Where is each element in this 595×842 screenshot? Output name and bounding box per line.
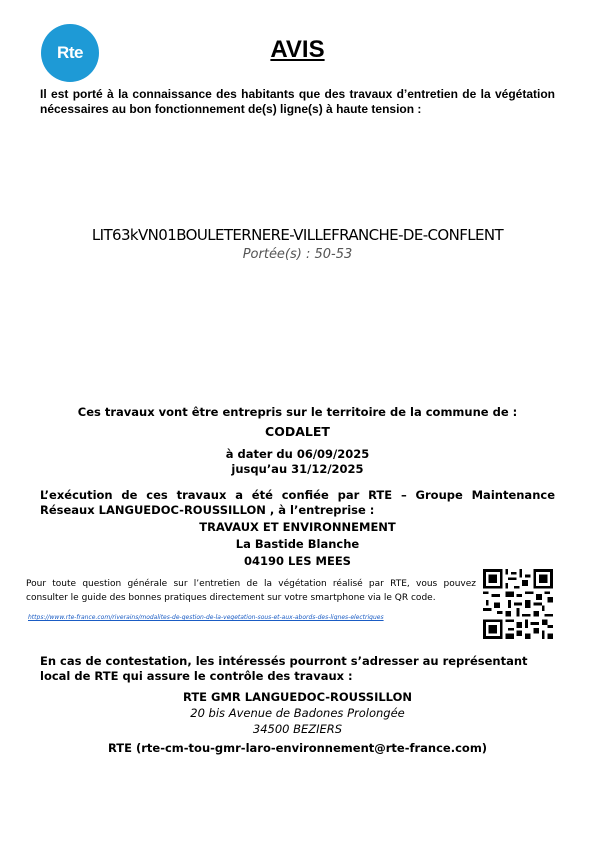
date-from: à dater du 06/09/2025 xyxy=(225,447,370,461)
company-name: TRAVAUX ET ENVIRONNEMENT xyxy=(199,520,396,534)
contact-address: 20 bis Avenue de Badones Prolongée xyxy=(190,706,405,720)
page-title: AVIS xyxy=(270,36,325,63)
rte-logo-text: Rte xyxy=(57,43,83,62)
contact-email[interactable]: RTE (rte-cm-tou-gmr-laro-environnement@rte-france.com) xyxy=(107,741,488,755)
qr-note: Pour toute question générale sur l’entretien de la végétation réalisé par RTE, vous pouvez consulter le guide des bonnes pratiques directement sur votre smartphone via le QR code. xyxy=(26,579,476,603)
line-name: LIT63kVN01BOULETERNERE-VILLEFRANCHE-DE-CONFLENT xyxy=(91,226,504,244)
contact-name: RTE GMR LANGUEDOC-ROUSSILLON xyxy=(182,690,412,704)
intro-text: Il est porté à la connaissance des habitants que des travaux d’entretien de la végétation nécessaires au bon fonctionnement de(s) ligne(s) à haute tension : xyxy=(40,87,555,116)
commune-intro: Ces travaux vont être entrepris sur le territoire de la commune de : xyxy=(77,405,518,419)
qr-link[interactable]: https://www.rte-france.com/riverains/modalites-de-gestion-de-la-vegetation-sous-et-aux-abords-des-lignes-electriques xyxy=(28,614,384,621)
date-to: jusqu’au 31/12/2025 xyxy=(231,462,364,476)
commune-name: CODALET xyxy=(265,424,330,439)
company-city: 04190 LES MEES xyxy=(244,554,351,568)
qr-code-icon[interactable] xyxy=(483,569,553,639)
portees: Portée(s) : 50-53 xyxy=(242,247,353,262)
company-address: La Bastide Blanche xyxy=(235,537,360,551)
contact-city: 34500 BEZIERS xyxy=(252,722,343,736)
contest-text: En cas de contestation, les intéressés pourront s’adresser au représentant local de RTE qui assure le contrôle des travaux : xyxy=(40,654,528,683)
execution-text: L’exécution de ces travaux a été confiée par RTE – Groupe Maintenance Réseaux LANGUEDOC-ROUSSILLON , à l’entreprise : xyxy=(40,488,555,517)
